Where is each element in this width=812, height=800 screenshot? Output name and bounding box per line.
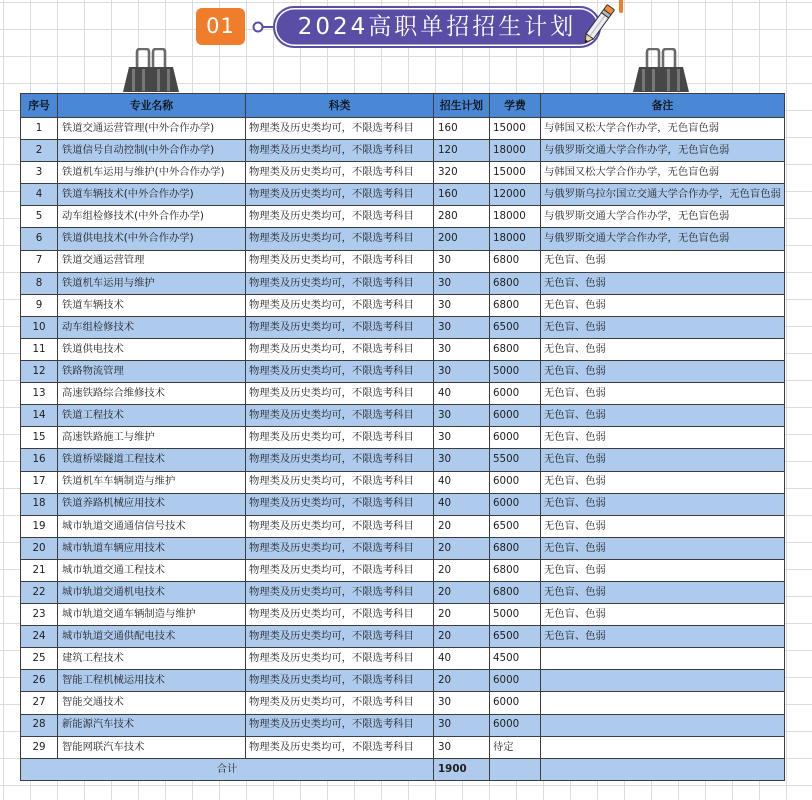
cell-tuition: 6800 (490, 272, 541, 294)
cell-tuition: 待定 (490, 736, 541, 758)
table-row (21, 338, 785, 360)
table-row (21, 405, 785, 427)
table-row (21, 228, 785, 250)
table-row (21, 581, 785, 603)
cell-tuition: 6000 (490, 471, 541, 493)
cell-subject-category: 物理类及历史类均可，不限选考科目 (246, 714, 434, 736)
cell-enrollment-plan: 280 (434, 206, 490, 228)
cell-subject-category: 物理类及历史类均可，不限选考科目 (246, 294, 434, 316)
cell-remarks: 无色盲、色弱 (541, 294, 785, 316)
cell-number: 5 (21, 206, 58, 228)
cell-number: 15 (21, 427, 58, 449)
table-row (21, 294, 785, 316)
cell-subject-category: 物理类及历史类均可，不限选考科目 (246, 626, 434, 648)
cell-enrollment-plan: 120 (434, 140, 490, 162)
cell-tuition: 6000 (490, 493, 541, 515)
table-row (21, 250, 785, 272)
cell-major-name: 城市轨道交通机电技术 (58, 581, 246, 603)
cell-major-name: 铁道交通运营管理 (58, 250, 246, 272)
cell-number: 2 (21, 140, 58, 162)
cell-enrollment-plan: 30 (434, 714, 490, 736)
cell-major-name: 城市轨道交通工程技术 (58, 559, 246, 581)
table-row (21, 471, 785, 493)
cell-tuition: 5500 (490, 449, 541, 471)
cell-enrollment-plan: 30 (434, 294, 490, 316)
cell-number: 28 (21, 714, 58, 736)
table-row (21, 449, 785, 471)
cell-remarks: 与俄罗斯乌拉尔国立交通大学合作办学，无色盲色弱 (541, 184, 785, 206)
cell-major-name: 铁道工程技术 (58, 405, 246, 427)
table-row (21, 493, 785, 515)
cell-tuition: 15000 (490, 118, 541, 140)
cell-tuition: 6000 (490, 427, 541, 449)
total-enrollment-plan: 1900 (434, 758, 490, 780)
cell-major-name: 智能网联汽车技术 (58, 736, 246, 758)
cell-enrollment-plan: 320 (434, 162, 490, 184)
cell-remarks: 无色盲、色弱 (541, 427, 785, 449)
table-row (21, 692, 785, 714)
cell-number: 24 (21, 626, 58, 648)
cell-major-name: 城市轨道交通供配电技术 (58, 626, 246, 648)
cell-subject-category: 物理类及历史类均可，不限选考科目 (246, 206, 434, 228)
cell-major-name: 铁道供电技术(中外合作办学) (58, 228, 246, 250)
cell-remarks: 无色盲、色弱 (541, 383, 785, 405)
cell-number: 18 (21, 493, 58, 515)
cell-major-name: 城市轨道交通通信信号技术 (58, 515, 246, 537)
cell-number: 21 (21, 559, 58, 581)
cell-tuition: 4500 (490, 648, 541, 670)
cell-number: 19 (21, 515, 58, 537)
cell-tuition: 6000 (490, 383, 541, 405)
cell-major-name: 铁道车辆技术 (58, 294, 246, 316)
table-row (21, 162, 785, 184)
cell-enrollment-plan: 30 (434, 338, 490, 360)
cell-tuition: 18000 (490, 140, 541, 162)
table-row (21, 626, 785, 648)
cell-number: 6 (21, 228, 58, 250)
cell-remarks: 与俄罗斯交通大学合作办学，无色盲色弱 (541, 228, 785, 250)
cell-subject-category: 物理类及历史类均可，不限选考科目 (246, 405, 434, 427)
cell-enrollment-plan: 30 (434, 405, 490, 427)
decorative-orange-bar (619, 0, 623, 13)
cell-tuition: 6000 (490, 670, 541, 692)
cell-number: 14 (21, 405, 58, 427)
cell-tuition: 6000 (490, 714, 541, 736)
cell-major-name: 铁道机车车辆制造与维护 (58, 471, 246, 493)
cell-remarks: 与俄罗斯交通大学合作办学，无色盲色弱 (541, 206, 785, 228)
cell-major-name: 动车组检修技术(中外合作办学) (58, 206, 246, 228)
cell-tuition: 15000 (490, 162, 541, 184)
cell-tuition: 5000 (490, 604, 541, 626)
header-remarks: 备注 (541, 94, 785, 118)
cell-remarks: 无色盲、色弱 (541, 471, 785, 493)
cell-enrollment-plan: 30 (434, 250, 490, 272)
cell-number: 9 (21, 294, 58, 316)
banner-number-badge: 01 (196, 8, 245, 45)
cell-subject-category: 物理类及历史类均可，不限选考科目 (246, 272, 434, 294)
cell-remarks: 无色盲、色弱 (541, 449, 785, 471)
cell-remarks: 无色盲、色弱 (541, 515, 785, 537)
table-row (21, 515, 785, 537)
cell-number: 23 (21, 604, 58, 626)
cell-tuition: 6800 (490, 250, 541, 272)
cell-subject-category: 物理类及历史类均可，不限选考科目 (246, 338, 434, 360)
cell-number: 7 (21, 250, 58, 272)
cell-tuition: 6800 (490, 581, 541, 603)
cell-number: 25 (21, 648, 58, 670)
cell-subject-category: 物理类及历史类均可，不限选考科目 (246, 383, 434, 405)
cell-remarks: 无色盲、色弱 (541, 338, 785, 360)
cell-subject-category: 物理类及历史类均可，不限选考科目 (246, 471, 434, 493)
cell-remarks (541, 714, 785, 736)
cell-major-name: 城市轨道交通车辆制造与维护 (58, 604, 246, 626)
cell-number: 11 (21, 338, 58, 360)
cell-subject-category: 物理类及历史类均可，不限选考科目 (246, 736, 434, 758)
cell-subject-category: 物理类及历史类均可，不限选考科目 (246, 449, 434, 471)
admissions-plan-table (20, 93, 785, 781)
cell-enrollment-plan: 30 (434, 361, 490, 383)
cell-major-name: 铁道信号自动控制(中外合作办学) (58, 140, 246, 162)
cell-enrollment-plan: 200 (434, 228, 490, 250)
cell-tuition: 6500 (490, 515, 541, 537)
cell-subject-category: 物理类及历史类均可，不限选考科目 (246, 118, 434, 140)
cell-remarks (541, 670, 785, 692)
cell-major-name: 新能源汽车技术 (58, 714, 246, 736)
cell-remarks (541, 736, 785, 758)
cell-subject-category: 物理类及历史类均可，不限选考科目 (246, 184, 434, 206)
binder-clip-icon (632, 48, 690, 93)
cell-tuition: 6800 (490, 559, 541, 581)
cell-subject-category: 物理类及历史类均可，不限选考科目 (246, 361, 434, 383)
cell-remarks: 无色盲、色弱 (541, 250, 785, 272)
cell-remarks: 无色盲、色弱 (541, 626, 785, 648)
cell-number: 1 (21, 118, 58, 140)
cell-major-name: 智能交通技术 (58, 692, 246, 714)
cell-enrollment-plan: 30 (434, 427, 490, 449)
table-row (21, 714, 785, 736)
cell-subject-category: 物理类及历史类均可，不限选考科目 (246, 493, 434, 515)
cell-subject-category: 物理类及历史类均可，不限选考科目 (246, 604, 434, 626)
cell-enrollment-plan: 30 (434, 692, 490, 714)
cell-number: 3 (21, 162, 58, 184)
cell-enrollment-plan: 20 (434, 670, 490, 692)
cell-tuition: 6800 (490, 338, 541, 360)
cell-major-name: 建筑工程技术 (58, 648, 246, 670)
cell-enrollment-plan: 20 (434, 581, 490, 603)
table-row (21, 184, 785, 206)
cell-remarks: 无色盲、色弱 (541, 316, 785, 338)
cell-number: 13 (21, 383, 58, 405)
cell-major-name: 高速铁路综合维修技术 (58, 383, 246, 405)
cell-tuition: 18000 (490, 228, 541, 250)
header-major-name: 专业名称 (58, 94, 246, 118)
cell-major-name: 铁道供电技术 (58, 338, 246, 360)
cell-number: 12 (21, 361, 58, 383)
header-enrollment-plan: 招生计划 (434, 94, 490, 118)
cell-major-name: 高速铁路施工与维护 (58, 427, 246, 449)
cell-enrollment-plan: 30 (434, 736, 490, 758)
cell-enrollment-plan: 20 (434, 626, 490, 648)
pencil-icon (576, 0, 620, 48)
cell-remarks: 无色盲、色弱 (541, 272, 785, 294)
cell-subject-category: 物理类及历史类均可，不限选考科目 (246, 537, 434, 559)
table-total-row (21, 758, 785, 780)
cell-enrollment-plan: 40 (434, 471, 490, 493)
cell-major-name: 铁道交通运营管理(中外合作办学) (58, 118, 246, 140)
cell-number: 29 (21, 736, 58, 758)
cell-subject-category: 物理类及历史类均可，不限选考科目 (246, 581, 434, 603)
cell-tuition: 5000 (490, 361, 541, 383)
cell-major-name: 动车组检修技术 (58, 316, 246, 338)
cell-major-name: 智能工程机械运用技术 (58, 670, 246, 692)
table-row (21, 206, 785, 228)
cell-major-name: 铁道桥梁隧道工程技术 (58, 449, 246, 471)
cell-number: 17 (21, 471, 58, 493)
cell-enrollment-plan: 30 (434, 272, 490, 294)
table-row (21, 559, 785, 581)
cell-major-name: 铁道机车运用与维护 (58, 272, 246, 294)
cell-enrollment-plan: 160 (434, 184, 490, 206)
table-row (21, 316, 785, 338)
cell-subject-category: 物理类及历史类均可，不限选考科目 (246, 228, 434, 250)
cell-enrollment-plan: 30 (434, 449, 490, 471)
cell-enrollment-plan: 40 (434, 383, 490, 405)
cell-tuition: 6000 (490, 692, 541, 714)
cell-subject-category: 物理类及历史类均可，不限选考科目 (246, 427, 434, 449)
total-remarks-empty (541, 758, 785, 780)
cell-number: 4 (21, 184, 58, 206)
cell-subject-category: 物理类及历史类均可，不限选考科目 (246, 692, 434, 714)
cell-remarks: 无色盲、色弱 (541, 405, 785, 427)
cell-enrollment-plan: 20 (434, 515, 490, 537)
table-row (21, 670, 785, 692)
cell-tuition: 6500 (490, 316, 541, 338)
cell-remarks: 无色盲、色弱 (541, 604, 785, 626)
cell-subject-category: 物理类及历史类均可，不限选考科目 (246, 648, 434, 670)
cell-number: 8 (21, 272, 58, 294)
cell-tuition: 6000 (490, 405, 541, 427)
cell-subject-category: 物理类及历史类均可，不限选考科目 (246, 515, 434, 537)
cell-subject-category: 物理类及历史类均可，不限选考科目 (246, 559, 434, 581)
cell-enrollment-plan: 20 (434, 604, 490, 626)
cell-remarks: 无色盲、色弱 (541, 361, 785, 383)
cell-number: 26 (21, 670, 58, 692)
table-row (21, 604, 785, 626)
table-header-row (21, 94, 785, 118)
table-row (21, 537, 785, 559)
cell-remarks (541, 692, 785, 714)
cell-remarks: 无色盲、色弱 (541, 559, 785, 581)
binder-clip-icon (122, 48, 180, 93)
cell-subject-category: 物理类及历史类均可，不限选考科目 (246, 162, 434, 184)
cell-remarks: 无色盲、色弱 (541, 581, 785, 603)
banner-connector-dot (250, 19, 274, 35)
cell-subject-category: 物理类及历史类均可，不限选考科目 (246, 250, 434, 272)
cell-remarks: 与韩国又松大学合作办学，无色盲色弱 (541, 162, 785, 184)
total-tuition-empty (490, 758, 541, 780)
table-row (21, 427, 785, 449)
cell-tuition: 18000 (490, 206, 541, 228)
table-row (21, 648, 785, 670)
cell-enrollment-plan: 20 (434, 559, 490, 581)
cell-enrollment-plan: 40 (434, 493, 490, 515)
cell-number: 20 (21, 537, 58, 559)
table-row (21, 736, 785, 758)
cell-number: 22 (21, 581, 58, 603)
banner-title: 2024高职单招招生计划 (273, 6, 601, 48)
cell-remarks: 与俄罗斯交通大学合作办学，无色盲色弱 (541, 140, 785, 162)
cell-enrollment-plan: 40 (434, 648, 490, 670)
cell-subject-category: 物理类及历史类均可，不限选考科目 (246, 140, 434, 162)
cell-enrollment-plan: 20 (434, 537, 490, 559)
header-number: 序号 (21, 94, 58, 118)
cell-remarks: 与韩国又松大学合作办学，无色盲色弱 (541, 118, 785, 140)
cell-number: 16 (21, 449, 58, 471)
cell-tuition: 6500 (490, 626, 541, 648)
cell-remarks: 无色盲、色弱 (541, 537, 785, 559)
cell-subject-category: 物理类及历史类均可，不限选考科目 (246, 316, 434, 338)
cell-subject-category: 物理类及历史类均可，不限选考科目 (246, 670, 434, 692)
cell-tuition: 6800 (490, 294, 541, 316)
table-row (21, 118, 785, 140)
table-row (21, 361, 785, 383)
cell-major-name: 铁道车辆技术(中外合作办学) (58, 184, 246, 206)
cell-number: 27 (21, 692, 58, 714)
cell-enrollment-plan: 160 (434, 118, 490, 140)
cell-major-name: 城市轨道车辆应用技术 (58, 537, 246, 559)
cell-tuition: 12000 (490, 184, 541, 206)
cell-remarks (541, 648, 785, 670)
total-label: 合计 (21, 758, 434, 780)
table-row (21, 272, 785, 294)
table-row (21, 140, 785, 162)
header-tuition: 学费 (490, 94, 541, 118)
cell-major-name: 铁道机车运用与维护(中外合作办学) (58, 162, 246, 184)
cell-number: 10 (21, 316, 58, 338)
cell-major-name: 铁路物流管理 (58, 361, 246, 383)
header-subject-category: 科类 (246, 94, 434, 118)
cell-tuition: 6800 (490, 537, 541, 559)
cell-major-name: 铁道养路机械应用技术 (58, 493, 246, 515)
cell-enrollment-plan: 30 (434, 316, 490, 338)
cell-remarks: 无色盲、色弱 (541, 493, 785, 515)
table-row (21, 383, 785, 405)
